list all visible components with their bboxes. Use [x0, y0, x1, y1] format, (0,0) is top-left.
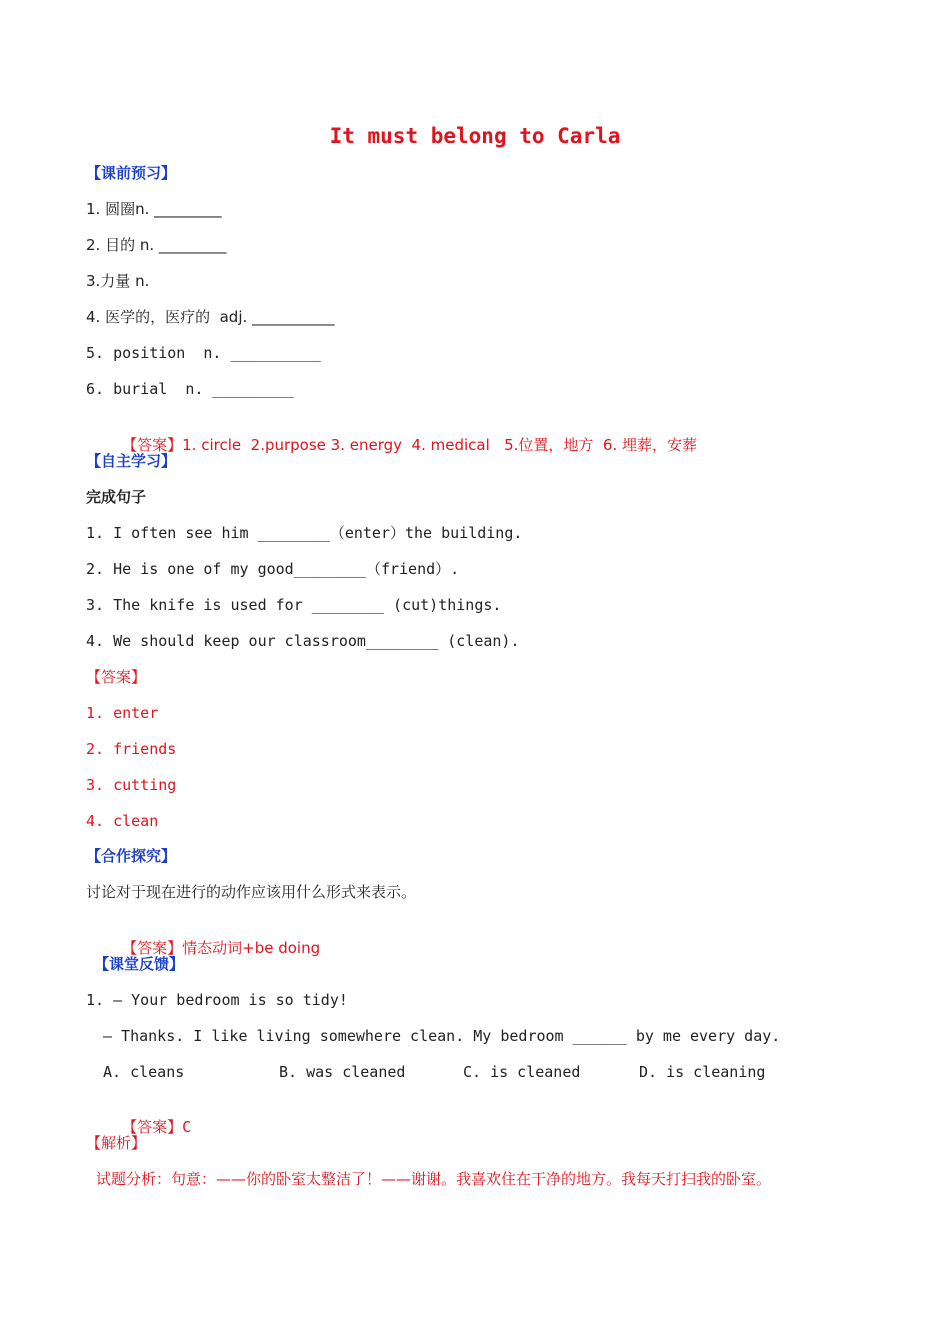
preview-item: 4. 医学的，医疗的 adj. ___________	[86, 308, 335, 326]
preview-item: 2. 目的 n. _________	[86, 236, 227, 254]
feedback-heading: 【课堂反馈】	[94, 955, 185, 973]
option-a: A. cleans	[103, 1063, 185, 1081]
document-title: It must belong to Carla	[329, 124, 621, 148]
sentence-item: 4. We should keep our classroom________ (clean).	[86, 632, 520, 650]
preview-item: 6. burial n. _________	[86, 380, 294, 398]
sentence-item: 1. I often see him ________（enter）the building.	[86, 524, 523, 542]
option-b: B. was cleaned	[279, 1063, 406, 1081]
answer-label: 【答案】	[122, 1118, 183, 1136]
cooperation-heading: 【合作探究】	[86, 847, 177, 865]
feedback-answer-text: C	[182, 1118, 192, 1136]
self-study-heading: 【自主学习】	[86, 452, 177, 470]
option-d: D. is cleaning	[639, 1063, 766, 1081]
cooperation-question: 讨论对于现在进行的动作应该用什么形式来表示。	[86, 883, 417, 901]
analysis-label: 【解析】	[86, 1134, 147, 1152]
preview-item: 5. position n. __________	[86, 344, 321, 362]
preview-heading: 【课前预习】	[86, 164, 177, 182]
self-study-answer: 1. enter	[86, 704, 159, 722]
feedback-question-line1: 1. — Your bedroom is so tidy!	[86, 991, 348, 1009]
preview-answer	[86, 415, 697, 475]
self-study-answer-label: 【答案】	[86, 668, 147, 686]
feedback-question-line2: — Thanks. I like living somewhere clean. My bedroom ______ by me every day.	[103, 1027, 781, 1045]
preview-answer-text: 1. circle 2.purpose 3. energy 4. medical 5.位置，地方 6. 埋葬，安葬	[182, 436, 697, 454]
analysis-text: 试题分析：句意：——你的卧室太整洁了！——谢谢。我喜欢住在干净的地方。我每天打扫我的卧室。	[96, 1170, 772, 1188]
sentence-item: 2. He is one of my good________（friend）.	[86, 560, 460, 578]
option-c: C. is cleaned	[463, 1063, 581, 1081]
self-study-subheading: 完成句子	[86, 488, 147, 506]
self-study-answer: 4. clean	[86, 812, 159, 830]
sentence-item: 3. The knife is used for ________ (cut)things.	[86, 596, 502, 614]
self-study-answer: 3. cutting	[86, 776, 177, 794]
preview-item: 1. 圆圈n. _________	[86, 200, 222, 218]
self-study-answer: 2. friends	[86, 740, 177, 758]
cooperation-answer-text: 情态动词+be doing	[182, 939, 321, 957]
answer-label: 【答案】	[122, 939, 183, 957]
answer-label: 【答案】	[122, 436, 183, 454]
preview-item: 3.力量 n.	[86, 272, 150, 290]
